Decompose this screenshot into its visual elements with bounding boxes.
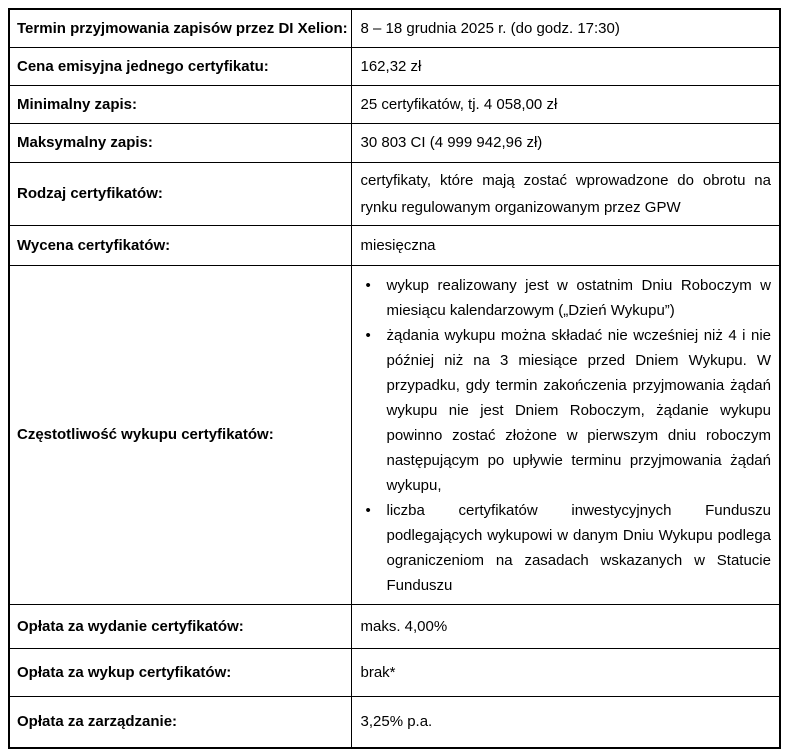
table-row	[9, 9, 780, 47]
table-row	[9, 162, 780, 225]
row-label: Opłata za wykup certyfikatów:	[9, 648, 351, 696]
row-value	[351, 265, 780, 604]
row-label: Wycena certyfikatów:	[9, 225, 351, 265]
row-label: Opłata za wydanie certyfikatów:	[9, 604, 351, 648]
bullet-item	[366, 273, 772, 323]
row-label: Minimalny zapis:	[9, 85, 351, 123]
bullet-icon: •	[365, 501, 371, 519]
bullet-list	[361, 273, 772, 598]
row-label: Częstotliwość wykupu certyfikatów:	[9, 265, 351, 604]
table-row	[9, 696, 780, 748]
table-row	[9, 265, 780, 604]
bullet-item	[366, 323, 772, 498]
table-row	[9, 225, 780, 265]
row-value: 25 certyfikatów, tj. 4 058,00 zł	[351, 85, 780, 123]
bullet-text: liczba certyfikatów inwestycyjnych Funduszu podlegających wykupowi w danym Dniu Wykupu podlega ograniczeniom na zasadach wskazanych w Statucie Funduszu	[386, 501, 771, 594]
table-row	[9, 123, 780, 162]
row-label: Opłata za zarządzanie:	[9, 696, 351, 748]
table-row	[9, 648, 780, 696]
table-row	[9, 47, 780, 85]
bullet-text: wykup realizowany jest w ostatnim Dniu Roboczym w miesiącu kalendarzowym („Dzień Wykupu”)	[386, 276, 771, 319]
row-value: 8 – 18 grudnia 2025 r. (do godz. 17:30)	[351, 9, 780, 47]
certificate-offer-table	[8, 8, 781, 749]
table-row	[9, 85, 780, 123]
row-value: maks. 4,00%	[351, 604, 780, 648]
row-label: Termin przyjmowania zapisów przez DI Xelion:	[9, 9, 351, 47]
row-label: Rodzaj certyfikatów:	[9, 162, 351, 225]
row-value: miesięczna	[351, 225, 780, 265]
bullet-icon: •	[365, 326, 371, 344]
row-value: certyfikaty, które mają zostać wprowadzone do obrotu na rynku regulowanym organizowanym przez GPW	[351, 162, 780, 225]
row-value: 3,25% p.a.	[351, 696, 780, 748]
bullet-text: żądania wykupu można składać nie wcześniej niż 4 i nie później niż na 3 miesiące przed Dniem Wykupu. W przypadku, gdy termin zakończenia przyjmowania żądań wykupu nie jest Dniem Roboczym, żądanie wykupu powinno zostać złożone w pierwszym dniu roboczym następującym po upływie terminu przyjmowania żądań wykupu,	[386, 326, 771, 494]
row-label: Maksymalny zapis:	[9, 123, 351, 162]
row-label: Cena emisyjna jednego certyfikatu:	[9, 47, 351, 85]
table-row	[9, 604, 780, 648]
document-page	[8, 8, 781, 749]
row-value: 30 803 CI (4 999 942,96 zł)	[351, 123, 780, 162]
row-value: brak*	[351, 648, 780, 696]
bullet-item	[366, 498, 772, 598]
bullet-icon: •	[365, 276, 371, 294]
row-value: 162,32 zł	[351, 47, 780, 85]
